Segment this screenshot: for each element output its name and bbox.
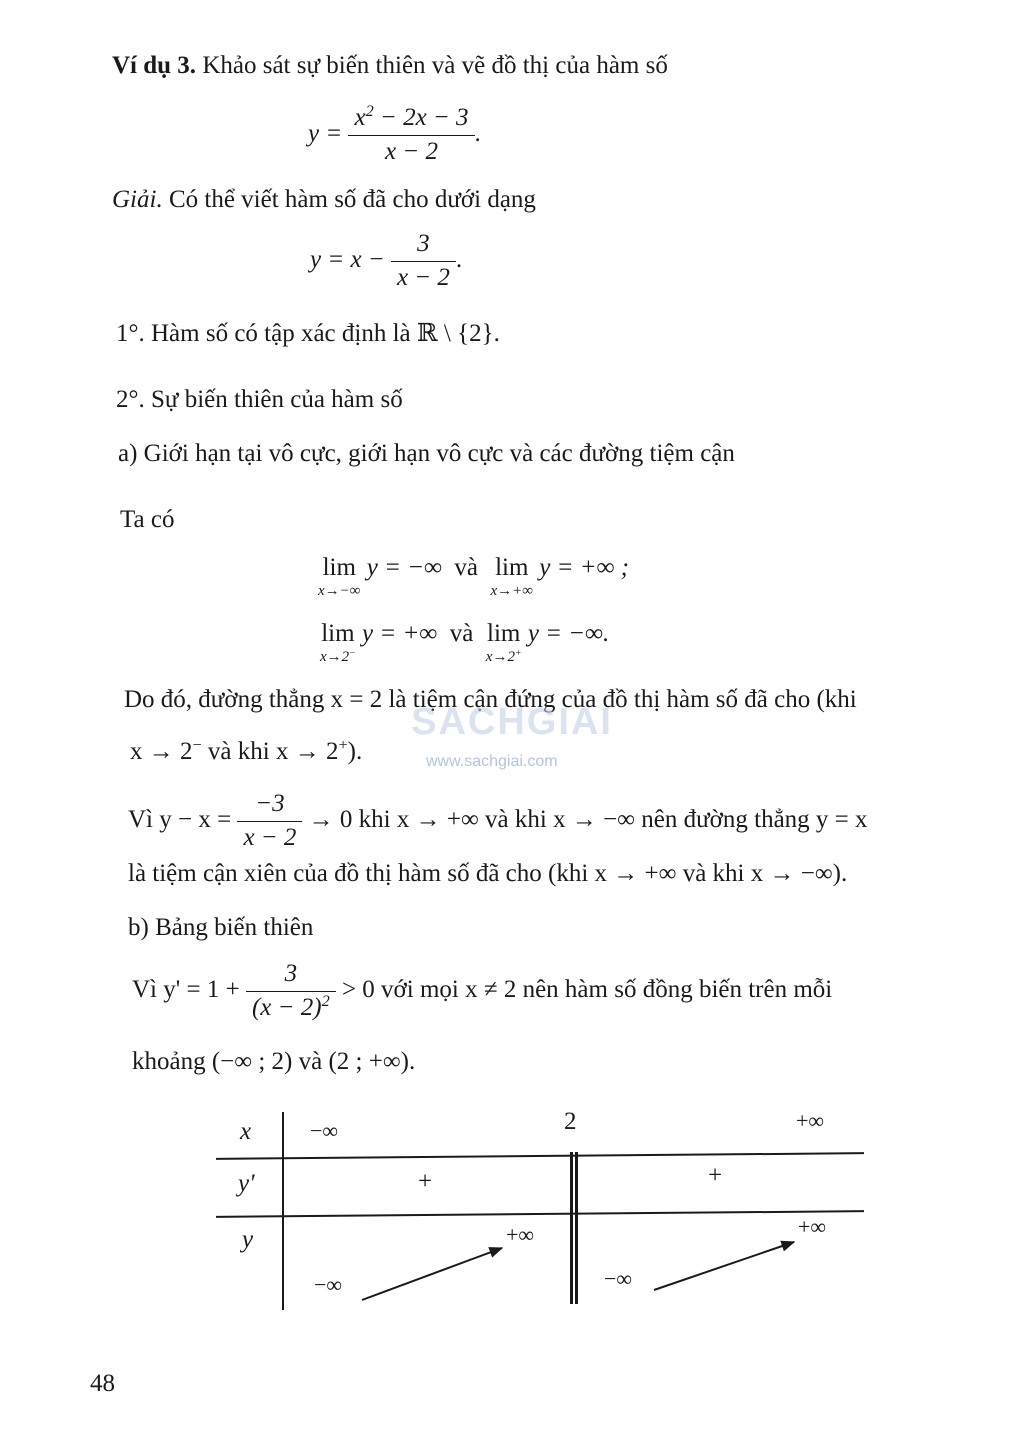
numerator-x: x — [354, 104, 366, 131]
lim-word: lim — [322, 554, 356, 581]
part-b-text: b) Bảng biến thiên — [128, 914, 314, 941]
lim-word: lim — [487, 620, 521, 647]
table-x-minus-inf: −∞ — [310, 1118, 339, 1143]
limit-4-result: y = −∞. — [527, 620, 610, 647]
vertical-part-b: và khi x → 2 — [201, 738, 339, 765]
derivative-line-2: khoảng (−∞ ; 2) và (2 ; +∞). — [132, 1048, 416, 1075]
oblique-numerator: −3 — [237, 790, 302, 822]
table-y-left-bottom: −∞ — [314, 1272, 343, 1297]
table-label-x: x — [240, 1118, 252, 1145]
table-y-right-top: +∞ — [798, 1214, 827, 1239]
table-label-y: y — [242, 1226, 254, 1253]
table-y-right-bottom: −∞ — [604, 1266, 633, 1291]
vertical-part-c: ). — [347, 738, 363, 765]
solution-end: . — [455, 245, 463, 273]
part-a-text: a) Giới hạn tại vô cực, giới hạn vô cực và các đường tiệm cận — [118, 440, 735, 467]
lim-sub-sup: − — [349, 647, 356, 659]
vertical-sup-1: − — [192, 736, 202, 755]
solution-numerator: 3 — [391, 230, 456, 262]
formula-end: . — [474, 119, 481, 147]
lim-sub-sup: + — [514, 647, 522, 659]
step1-text: 1°. Hàm số có tập xác định là ℝ \ {2}. — [116, 320, 500, 347]
derivative-left: Vì y' = 1 + — [132, 975, 240, 1003]
table-label-dy: y' — [238, 1170, 255, 1197]
numerator-exp: 2 — [365, 102, 374, 121]
ta-co-text: Ta có — [120, 506, 175, 533]
example-text: Khảo sát sự biến thiên và vẽ đồ thị của hàm số — [202, 52, 668, 79]
page-number: 48 — [90, 1370, 115, 1397]
derivative-den-exp: 2 — [321, 991, 330, 1010]
watermark-logo: SACHGIAI — [411, 701, 613, 743]
oblique-denominator: x − 2 — [243, 823, 297, 851]
numerator-rest: − 2x − 3 — [373, 104, 469, 131]
solution-denominator: x − 2 — [396, 263, 450, 291]
table-x-plus-inf: +∞ — [796, 1108, 825, 1133]
table-x-two: 2 — [564, 1108, 577, 1135]
and-word: và — [454, 554, 479, 581]
lim-sub-base: x→2 — [320, 648, 350, 665]
increasing-arrow-left — [362, 1248, 502, 1300]
vertical-part-a: x → 2 — [130, 738, 193, 765]
derivative-den-base: (x − 2) — [251, 993, 322, 1021]
limit-1-result: y = −∞ — [366, 554, 442, 581]
limit-2-result: y = +∞ ; — [539, 554, 629, 581]
lim-word: lim — [495, 554, 529, 581]
oblique-right: → 0 khi x → +∞ và khi x → −∞ nên đường thẳng y = x — [308, 805, 868, 833]
solution-eq-left: y = x − — [310, 245, 385, 273]
oblique-left: Vì y − x = — [128, 805, 232, 833]
lim-sub: x→+∞ — [490, 582, 533, 599]
solution-text: Có thể viết hàm số đã cho dưới dạng — [168, 186, 536, 213]
limit-3-result: y = +∞ — [362, 620, 438, 647]
increasing-arrow-right — [654, 1242, 794, 1290]
and-word: và — [449, 620, 474, 647]
lim-sub: x→−∞ — [318, 582, 361, 599]
example-label: Ví dụ 3. — [112, 52, 197, 79]
watermark-url: www.sachgiai.com — [426, 753, 558, 770]
vertical-line-1: Do đó, đường thẳng x = 2 là tiệm cận đứng của đồ thị hàm số đã cho (khi — [124, 686, 857, 713]
table-y-left-top: +∞ — [506, 1222, 535, 1247]
step2-text: 2°. Sự biến thiên của hàm số — [116, 386, 403, 413]
lim-word: lim — [321, 620, 355, 647]
oblique-line-2: là tiệm cận xiên của đồ thị hàm số đã cho (khi x → +∞ và khi x → −∞). — [128, 860, 848, 887]
formula-y-eq: y = — [308, 119, 343, 147]
derivative-numerator: 3 — [246, 960, 336, 992]
solution-label: Giải. — [112, 186, 163, 213]
table-sign-right: + — [708, 1162, 723, 1189]
derivative-right: > 0 với mọi x ≠ 2 nên hàm số đồng biến trên mỗi — [341, 975, 833, 1003]
formula-denominator: x − 2 — [385, 137, 438, 165]
lim-sub-base: x→2 — [485, 648, 515, 665]
vertical-sup-2: + — [338, 736, 348, 755]
table-sign-left: + — [418, 1168, 433, 1195]
